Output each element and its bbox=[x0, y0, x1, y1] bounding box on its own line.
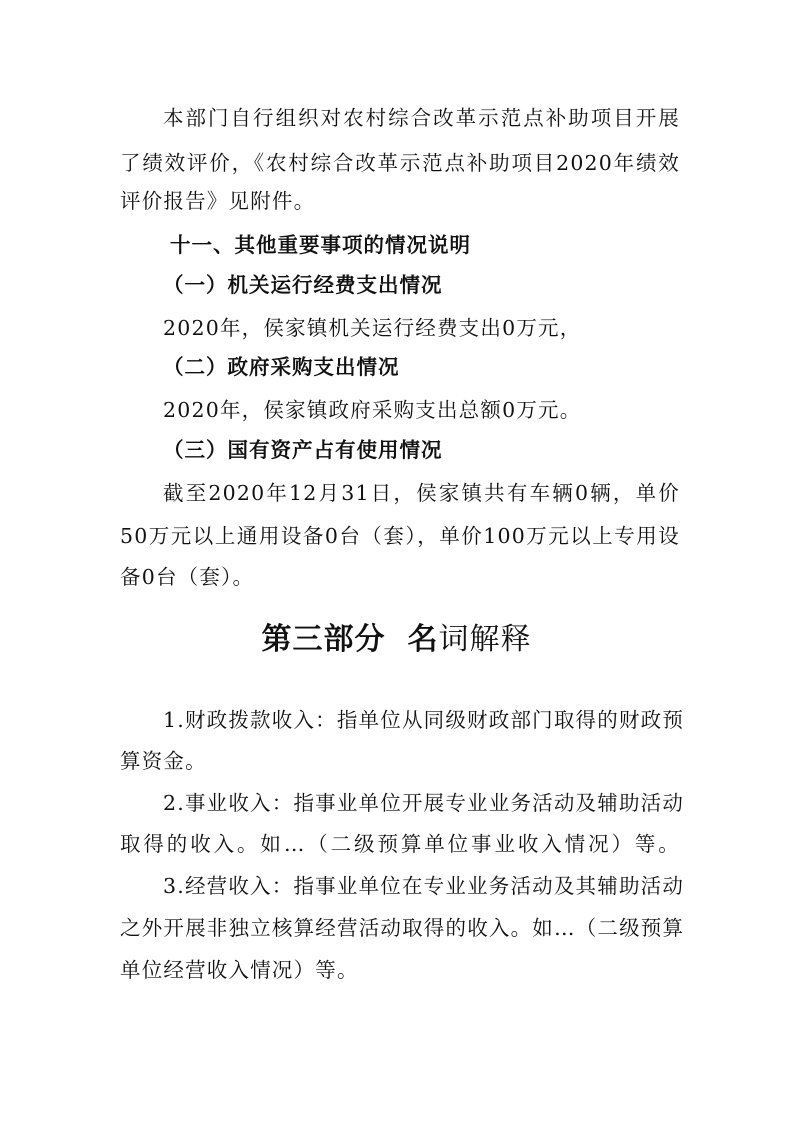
term-1-line-2: 算资金。 bbox=[120, 749, 207, 773]
sub-2-title: （二）政府采购支出情况 bbox=[163, 355, 400, 379]
sub-3-line-3: 备0台（套）。 bbox=[120, 565, 255, 589]
part-3-title bbox=[0, 620, 793, 660]
term-2-line-1: 2.事业收入：指事业单位开展专业业务活动及辅助活动 bbox=[163, 791, 685, 815]
part-3-title-mid: 名 bbox=[407, 622, 439, 657]
term-3-line-1: 3.经营收入：指事业单位在专业业务活动及其辅助活动 bbox=[163, 874, 685, 898]
sub-1-text: 2020年，侯家镇机关运行经费支出0万元， bbox=[163, 316, 582, 340]
sub-2-text: 2020年，侯家镇政府采购支出总额0万元。 bbox=[163, 398, 582, 422]
term-3-line-2: 之外开展非独立核算经营活动取得的收入。如…（二级预算 bbox=[120, 916, 685, 940]
sub-3-line-1: 截至2020年12月31日，侯家镇共有车辆0辆，单价 bbox=[163, 481, 680, 505]
intro-line-2: 了绩效评价，《农村综合改革示范点补助项目2020年绩效 bbox=[120, 151, 680, 175]
sub-3-line-2: 50万元以上通用设备0台（套），单价100万元以上专用设 bbox=[120, 524, 680, 548]
part-3-title-bold: 第三部分 bbox=[261, 622, 386, 657]
term-1-line-1: 1.财政拨款收入：指单位从同级财政部门取得的财政预 bbox=[163, 708, 685, 732]
section-11-heading: 十一、其他重要事项的情况说明 bbox=[170, 233, 471, 257]
part-3-title-rest: 词解释 bbox=[438, 622, 532, 657]
sub-1-title: （一）机关运行经费支出情况 bbox=[163, 273, 443, 297]
sub-3-title: （三）国有资产占有使用情况 bbox=[163, 438, 443, 462]
term-2-line-2: 取得的收入。如…（二级预算单位事业收入情况）等。 bbox=[120, 832, 680, 856]
intro-line-3: 评价报告》见附件。 bbox=[120, 189, 316, 213]
intro-line-1: 本部门自行组织对农村综合改革示范点补助项目开展 bbox=[163, 106, 680, 130]
term-3-line-3: 单位经营收入情况）等。 bbox=[120, 958, 359, 982]
